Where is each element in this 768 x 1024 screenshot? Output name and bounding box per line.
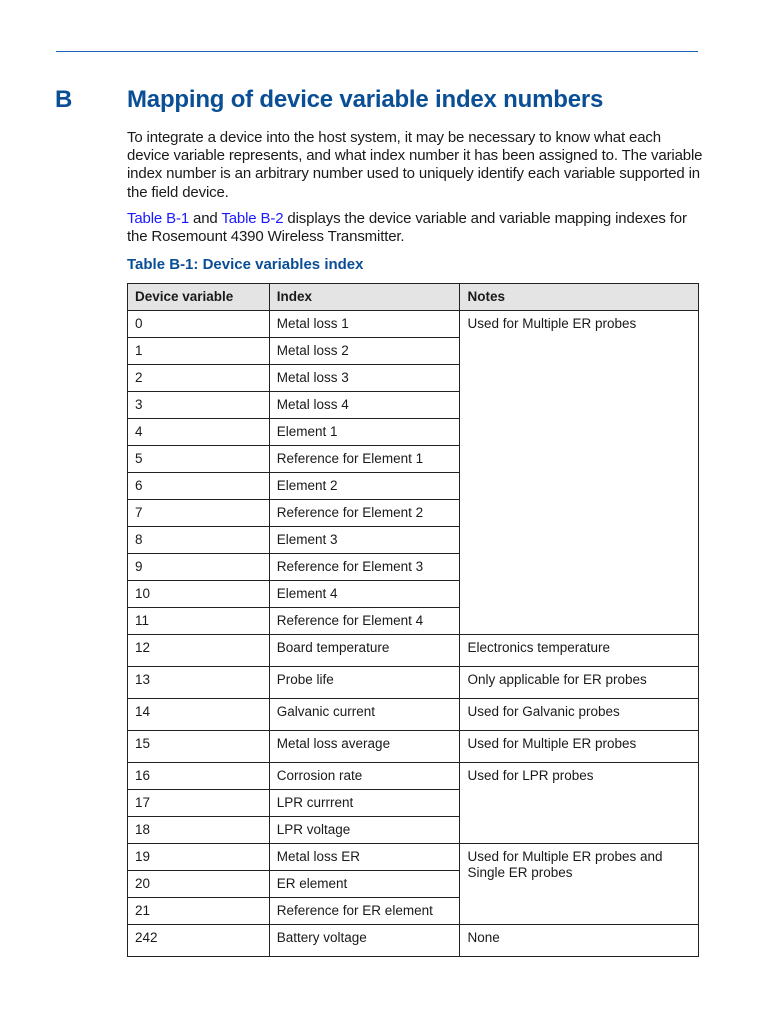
index-cell: Metal loss ER — [269, 844, 460, 871]
index-cell: Metal loss 2 — [269, 338, 460, 365]
notes-cell: Used for Multiple ER probes — [460, 311, 699, 635]
index-cell: LPR currrent — [269, 790, 460, 817]
table-row — [128, 844, 699, 871]
table-b2-link[interactable]: Table B-2 — [221, 210, 284, 227]
table-b1-link[interactable]: Table B-1 — [127, 210, 190, 227]
table-row — [128, 925, 699, 957]
table-header-row — [128, 284, 699, 311]
device-variable-cell: 16 — [128, 763, 270, 790]
notes-cell: Used for Multiple ER probes — [460, 731, 699, 763]
notes-cell: Electronics temperature — [460, 635, 699, 667]
index-cell: Board temperature — [269, 635, 460, 667]
index-cell: Reference for Element 4 — [269, 608, 460, 635]
device-variables-table — [127, 283, 699, 957]
chapter-letter: B — [55, 86, 73, 113]
index-cell: Element 1 — [269, 419, 460, 446]
index-cell: Reference for Element 1 — [269, 446, 460, 473]
device-variable-cell: 15 — [128, 731, 270, 763]
header-device-variable: Device variable — [128, 284, 270, 311]
table-caption: Table B-1: Device variables index — [127, 256, 364, 273]
index-cell: Metal loss 1 — [269, 311, 460, 338]
index-cell: Reference for ER element — [269, 898, 460, 925]
header-rule — [56, 51, 698, 52]
notes-cell: Used for LPR probes — [460, 763, 699, 844]
page-title: Mapping of device variable index numbers — [127, 86, 604, 113]
device-variable-cell: 2 — [128, 365, 270, 392]
index-cell: Galvanic current — [269, 699, 460, 731]
index-cell: Element 2 — [269, 473, 460, 500]
table-row — [128, 731, 699, 763]
table-row — [128, 699, 699, 731]
device-variable-cell: 13 — [128, 667, 270, 699]
device-variable-cell: 20 — [128, 871, 270, 898]
device-variable-cell: 7 — [128, 500, 270, 527]
index-cell: Element 4 — [269, 581, 460, 608]
device-variable-cell: 9 — [128, 554, 270, 581]
device-variable-cell: 19 — [128, 844, 270, 871]
notes-cell: Used for Multiple ER probes and Single ER probes — [460, 844, 699, 925]
header-notes: Notes — [460, 284, 699, 311]
device-variable-cell: 10 — [128, 581, 270, 608]
index-cell: Metal loss 3 — [269, 365, 460, 392]
index-cell: Metal loss 4 — [269, 392, 460, 419]
notes-cell: None — [460, 925, 699, 957]
device-variable-cell: 11 — [128, 608, 270, 635]
device-variable-cell: 0 — [128, 311, 270, 338]
table-row — [128, 311, 699, 338]
device-variable-cell: 1 — [128, 338, 270, 365]
index-cell: Probe life — [269, 667, 460, 699]
intro-paragraph: To integrate a device into the host system, it may be necessary to know what each device variable represents, and what index number it has been assigned to. The variable index number is an arbitrary number used to uniquely identify each variable supported in the field device. — [127, 129, 703, 201]
table-row — [128, 763, 699, 790]
text: and — [189, 210, 222, 227]
text: displays the device variable and variable mapping indexes for the Rosemount 4390 Wireless Transmitter. — [127, 210, 687, 246]
table-row — [128, 667, 699, 699]
device-variable-cell: 5 — [128, 446, 270, 473]
device-variable-cell: 6 — [128, 473, 270, 500]
device-variable-cell: 21 — [128, 898, 270, 925]
device-variable-cell: 12 — [128, 635, 270, 667]
notes-cell: Used for Galvanic probes — [460, 699, 699, 731]
index-cell: LPR voltage — [269, 817, 460, 844]
device-variable-cell: 242 — [128, 925, 270, 957]
device-variable-cell: 17 — [128, 790, 270, 817]
reference-paragraph — [127, 210, 707, 246]
index-cell: Corrosion rate — [269, 763, 460, 790]
device-variable-cell: 8 — [128, 527, 270, 554]
device-variable-cell: 3 — [128, 392, 270, 419]
index-cell: Metal loss average — [269, 731, 460, 763]
index-cell: Battery voltage — [269, 925, 460, 957]
device-variable-cell: 18 — [128, 817, 270, 844]
device-variable-cell: 4 — [128, 419, 270, 446]
index-cell: Reference for Element 2 — [269, 500, 460, 527]
device-variable-cell: 14 — [128, 699, 270, 731]
table-row — [128, 635, 699, 667]
notes-cell: Only applicable for ER probes — [460, 667, 699, 699]
header-index: Index — [269, 284, 460, 311]
index-cell: Element 3 — [269, 527, 460, 554]
index-cell: Reference for Element 3 — [269, 554, 460, 581]
index-cell: ER element — [269, 871, 460, 898]
